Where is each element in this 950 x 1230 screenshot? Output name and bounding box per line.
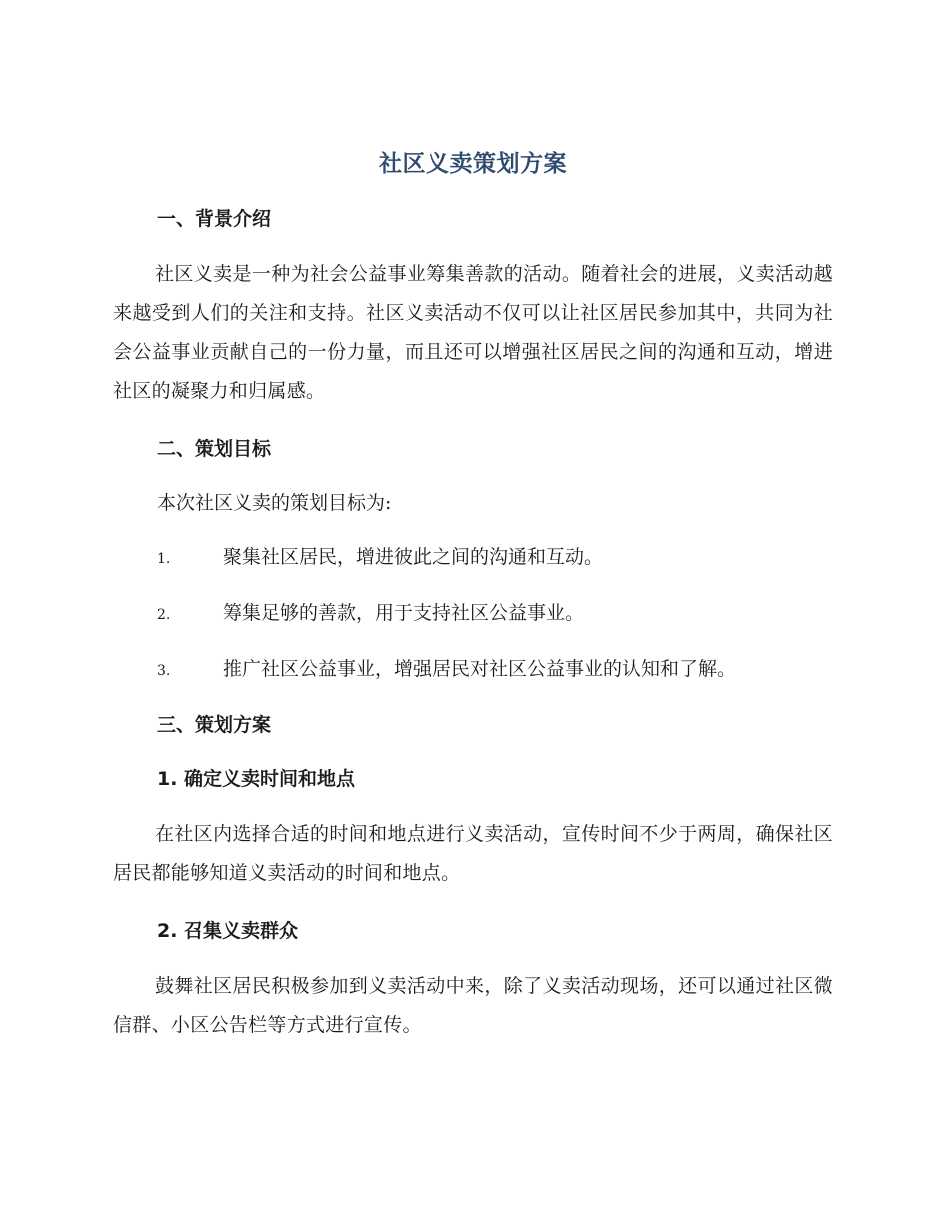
list-text: 筹集足够的善款，用于支持社区公益事业。 xyxy=(223,602,585,624)
section-heading-goals: 二、策划目标 xyxy=(157,438,272,460)
list-number: 1. xyxy=(157,551,171,567)
goal-list-item xyxy=(113,595,833,633)
background-paragraph: 社区义卖是一种为社会公益事业筹集善款的活动。随着社会的进展，义卖活动越来越受到人们的关注和支持。社区义卖活动不仅可以让社区居民参加其中，共同为社会公益事业贡献自己的一份力量，而且还可以增强社区居民之间的沟通和互动，增进社区的凝聚力和归属感。 xyxy=(113,263,833,402)
document-page xyxy=(113,142,833,1045)
subsection-heading-time-place: 1. 确定义卖时间和地点 xyxy=(157,768,356,790)
list-text: 聚集社区居民，增进彼此之间的沟通和互动。 xyxy=(223,546,604,568)
section-heading-plan: 三、策划方案 xyxy=(157,714,272,736)
list-number: 2. xyxy=(157,607,171,623)
goal-list-item xyxy=(113,651,833,689)
goals-intro: 本次社区义卖的策划目标为: xyxy=(157,492,392,514)
section-heading-background: 一、背景介绍 xyxy=(157,208,272,230)
recruit-paragraph: 鼓舞社区居民积极参加到义卖活动中来，除了义卖活动现场，还可以通过社区微信群、小区公告栏等方式进行宣传。 xyxy=(113,975,833,1036)
time-place-paragraph: 在社区内选择合适的时间和地点进行义卖活动，宣传时间不少于两周，确保社区居民都能够知道义卖活动的时间和地点。 xyxy=(113,823,833,884)
document-title: 社区义卖策划方案 xyxy=(379,151,567,177)
goal-list-item xyxy=(113,539,833,577)
list-text: 推广社区公益事业，增强居民对社区公益事业的认知和了解。 xyxy=(223,658,737,680)
subsection-heading-recruit: 2. 召集义卖群众 xyxy=(157,920,299,942)
list-number: 3. xyxy=(157,663,171,679)
